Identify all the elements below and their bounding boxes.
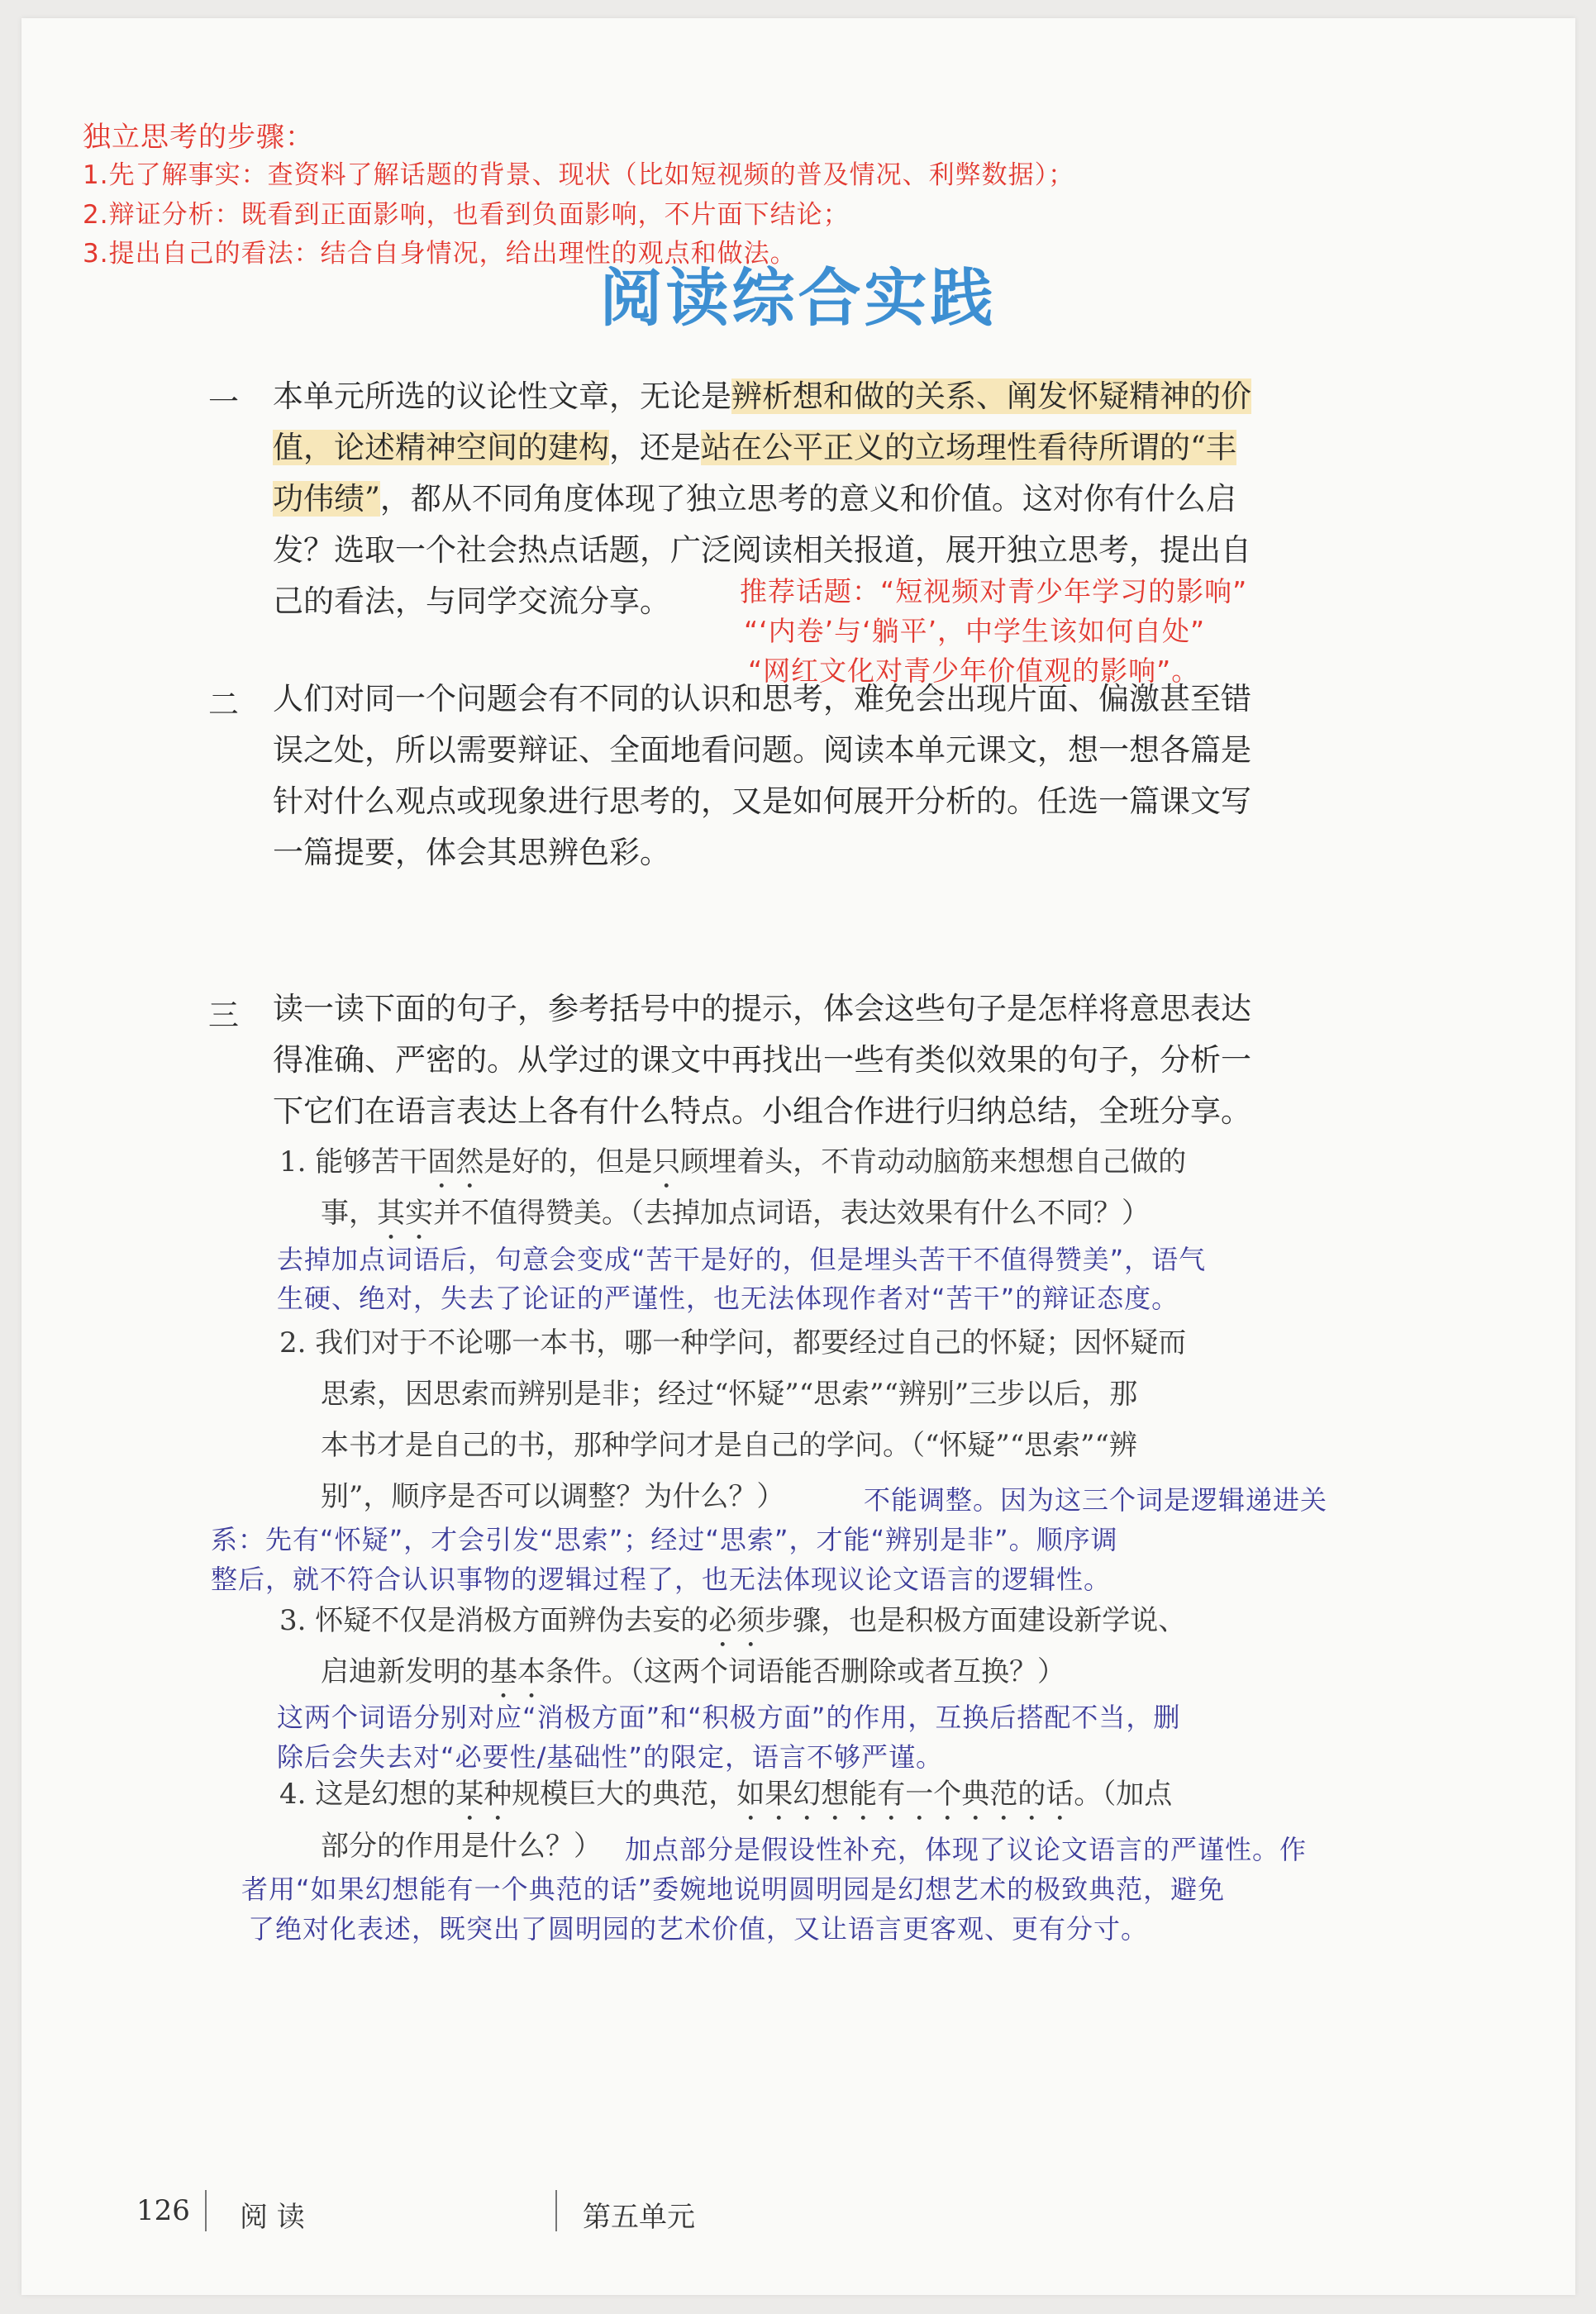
dotted-word: 基本 <box>489 1655 545 1688</box>
dotted-word: 固然 <box>427 1145 484 1178</box>
dotted-word: 某种 <box>455 1778 512 1811</box>
answer1-line-1: 去掉加点词语后，句意会变成“苦干是好的，但是埋头苦干不值得赞美”，语气 <box>277 1244 1207 1275</box>
sentence4-line-2: 部分的作用是什么？） <box>321 1830 602 1863</box>
sentence2-line-4: 别”，顺序是否可以调整？为什么？） <box>321 1480 785 1513</box>
answer3-line-1: 这两个词语分别对应“消极方面”和“积极方面”的作用，互换后搭配不当，删 <box>277 1702 1181 1733</box>
answer2-line-2: 系：先有“怀疑”，才会引发“思索”；经过“思索”，才能“辨别是非”。顺序调 <box>211 1524 1118 1555</box>
dotted-word: 如果幻想能有一个典范的话 <box>736 1778 1074 1811</box>
sentence-text: 顾埋着头，不肯动动脑筋来想想自己做的 <box>680 1145 1187 1178</box>
note-heading: 独立思考的步骤： <box>83 121 314 154</box>
sentence-text: 。（加点 <box>1074 1778 1173 1811</box>
sentence-text: 启迪新发明的 <box>321 1655 489 1688</box>
sentence-text: 条件。（这两个词语能否删除或者互换？） <box>545 1655 1065 1688</box>
sentence1-line-2 <box>321 1188 1150 1246</box>
dotted-word: 必须 <box>708 1604 765 1637</box>
sentence3-line-1 <box>279 1595 1186 1654</box>
item-number-1: 一 <box>208 384 239 420</box>
answer1-line-2: 生硬、绝对，失去了论证的严谨性，也无法体现作者对“苦干”的辩证态度。 <box>277 1283 1179 1314</box>
sentence1-line-1 <box>279 1136 1186 1195</box>
page-number: 126 <box>136 2194 190 2227</box>
answer3-line-2: 除后会失去对“必要性/基础性”的限定，语言不够严谨。 <box>277 1741 943 1773</box>
item2-line-3: 针对什么观点或现象进行思考的，又是如何展开分析的。任选一篇课文写 <box>273 783 1251 819</box>
item1-text: ，都从不同角度体现了独立思考的意义和价值。这对你有什么启 <box>379 481 1236 517</box>
sentence4-line-1 <box>279 1769 1172 1827</box>
item3-line-1: 读一读下面的句子，参考括号中的提示，体会这些句子是怎样将意思表达 <box>273 991 1251 1026</box>
sentence-text: 4. 这是幻想的 <box>279 1778 456 1811</box>
item1-line-1 <box>273 371 1251 422</box>
item1-highlight: 辨析想和做的关系、阐发怀疑精神的价 <box>731 379 1251 414</box>
dotted-word: 其实 <box>377 1197 433 1230</box>
sentence-text: 是好的，但是 <box>484 1145 653 1178</box>
item2-line-4: 一篇提要，体会其思辨色彩。 <box>273 835 670 870</box>
item1-text: ，还是 <box>609 430 701 465</box>
item-number-2: 二 <box>208 687 239 722</box>
item2-line-2: 误之处，所以需要辩证、全面地看问题。阅读本单元课文，想一想各篇是 <box>273 732 1251 768</box>
answer4-line-2: 者用“如果幻想能有一个典范的话”委婉地说明圆明园是幻想艺术的极致典范，避免 <box>241 1874 1226 1905</box>
item3-line-2: 得准确、严密的。从学过的课文中再找出一些有类似效果的句子，分析一 <box>273 1042 1251 1078</box>
note-line-1: 1.先了解事实：查资料了解话题的背景、现状（比如短视频的普及情况、利弊数据）； <box>83 160 1075 190</box>
item2-line-1: 人们对同一个问题会有不同的认识和思考，难免会出现片面、偏激甚至错 <box>273 681 1251 717</box>
item1-highlight: 站在公平正义的立场理性看待所谓的“丰 <box>701 430 1236 465</box>
item1-highlight: 值，论述精神空间的建构 <box>273 430 609 465</box>
footer-section: 阅 读 <box>240 2201 305 2234</box>
sentence-text: 步骤，也是积极方面建设新学说、 <box>765 1604 1187 1637</box>
item1-text: 本单元所选的议论性文章，无论是 <box>273 379 731 414</box>
footer-unit: 第五单元 <box>583 2201 695 2234</box>
item1-highlight: 功伟绩” <box>273 481 380 517</box>
sentence-text: 并不值得赞美。（去掉加点词语，表达效果有什么不同？） <box>433 1197 1150 1230</box>
sentence2-line-1: 2. 我们对于不论哪一本书，哪一种学问，都要经过自己的怀疑；因怀疑而 <box>279 1326 1187 1359</box>
recommend-line-2: “‘内卷’与‘躺平’，中学生该如何自处” <box>744 615 1206 647</box>
sentence-text: 事， <box>321 1197 377 1230</box>
sentence2-line-2: 思索，因思索而辨别是非；经过“怀疑”“思索”“辨别”三步以后，那 <box>321 1378 1138 1411</box>
answer2-line-1: 不能调整。因为这三个词是逻辑递进关 <box>864 1484 1328 1516</box>
answer4-line-3: 了绝对化表述，既突出了圆明园的艺术价值，又让语言更客观、更有分寸。 <box>248 1913 1149 1945</box>
sentence-text: 1. 能够苦干 <box>279 1145 428 1178</box>
answer4-line-1: 加点部分是假设性补充，体现了议论文语言的严谨性。作 <box>625 1834 1308 1865</box>
item1-line-2 <box>273 422 1236 474</box>
footer-divider <box>205 2190 207 2231</box>
sentence-text: 规模巨大的典范， <box>512 1778 737 1811</box>
item1-line-5: 己的看法，与同学交流分享。 <box>273 583 670 619</box>
recommend-line-1: 推荐话题：“短视频对青少年学习的影响” <box>740 575 1248 607</box>
sentence-text: 3. 怀疑不仅是消极方面辨伪去妄的 <box>279 1604 709 1637</box>
note-line-3: 3.提出自己的看法：结合自身情况，给出理性的观点和做法。 <box>83 239 797 269</box>
dotted-word: 只 <box>652 1145 681 1178</box>
item1-line-3 <box>273 474 1236 525</box>
item1-line-4: 发？选取一个社会热点话题，广泛阅读相关报道，展开独立思考，提出自 <box>273 532 1251 568</box>
note-line-2: 2.辩证分析：既看到正面影响，也看到负面影响，不片面下结论； <box>83 200 850 230</box>
answer2-line-3: 整后，就不符合认识事物的逻辑过程了，也无法体现议论文语言的逻辑性。 <box>211 1564 1112 1595</box>
footer-divider <box>555 2190 557 2231</box>
page-title: 阅读综合实践 <box>599 261 997 335</box>
recommend-line-3: “网红文化对青少年价值观的影响”。 <box>748 655 1200 687</box>
item-number-3: 三 <box>208 997 239 1033</box>
item3-line-3: 下它们在语言表达上各有什么特点。小组合作进行归纳总结，全班分享。 <box>273 1093 1251 1129</box>
sentence2-line-3: 本书才是自己的书，那种学问才是自己的学问。（“怀疑”“思索”“辨 <box>321 1429 1137 1462</box>
